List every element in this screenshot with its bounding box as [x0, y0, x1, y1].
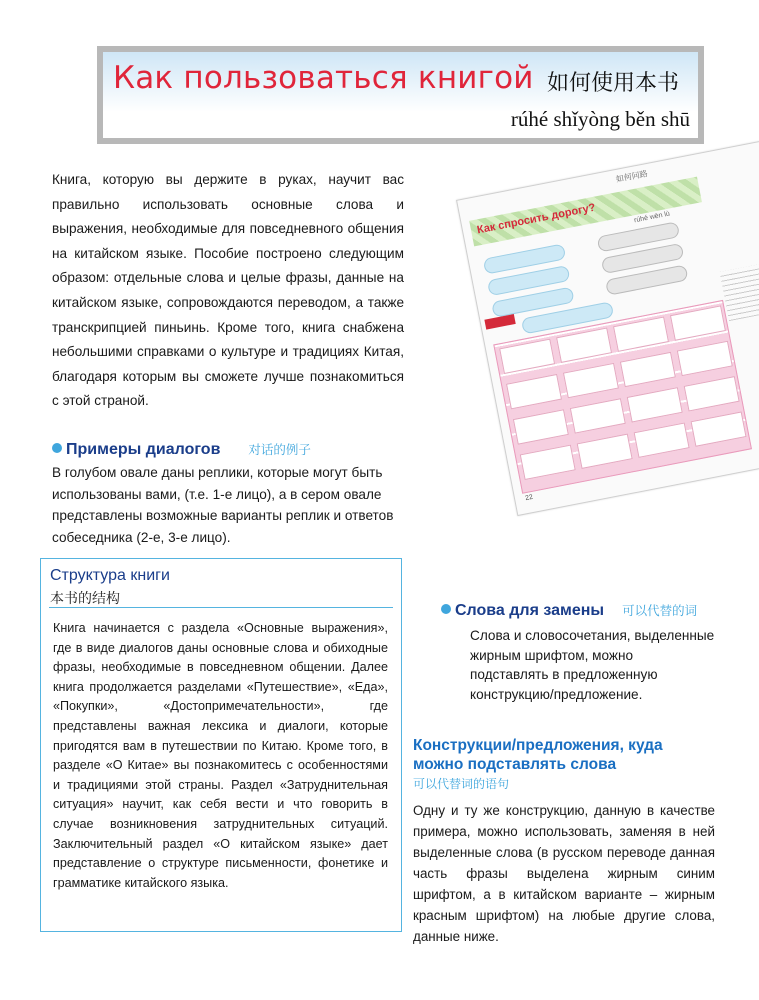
- replacement-heading: [441, 601, 697, 620]
- vocab-cell: [556, 328, 612, 363]
- vocab-cell: [499, 339, 555, 374]
- dialogs-heading-label: Примеры диалогов: [66, 441, 221, 458]
- structure-divider: [49, 607, 393, 608]
- vocab-cell: [520, 445, 576, 480]
- constructions-heading-chinese: 可以代替词的语句: [413, 777, 510, 791]
- vocab-cell: [570, 398, 626, 433]
- replacement-heading-label: Слова для замены: [455, 602, 605, 619]
- intro-paragraph: Книга, которую вы держите в руках, научит вас правильно использовать основные слова и выражения, необходимые для повседневного общения на китайском языке. Пособие построено следующим образом: отдельные слова и целые фразы, данные на китайском языке, сопровождаются переводом, а также транскрипцией пиньинь. Кроме того, книга снабжена небольшими справками о культуре и традициях Китая, благодаря которым вы сможете лучше познакомиться с этой страной.: [52, 172, 404, 409]
- bullet-icon: [441, 604, 451, 614]
- page-title: Как пользоваться книгой: [113, 60, 534, 96]
- section-tab: [484, 314, 515, 330]
- dialogs-heading: [52, 440, 311, 459]
- illustration-title-chinese: 如何问路: [615, 169, 649, 185]
- vocab-cell: [677, 341, 733, 376]
- vocab-cell: [620, 352, 676, 387]
- vocab-cell: [634, 422, 690, 457]
- dialogs-text: В голубом овале даны реплики, которые могут быть использованы вами, (т.е. 1-е лицо), а в сером овале представлены возможные варианты реплик и ответов собеседника (2-е, 3-е лицо).: [52, 465, 394, 545]
- book-illustration: [420, 140, 759, 560]
- vocab-cell: [691, 411, 747, 446]
- replacement-text: Слова и словосочетания, выделенные жирным шрифтом, можно подставлять в предложенную конструкцию/предложение.: [470, 628, 715, 702]
- vocab-cell: [563, 363, 619, 398]
- vocab-cell: [577, 434, 633, 469]
- constructions-text: Одну и ту же конструкцию, данную в качестве примера, можно использовать, заменяя в ней выделенные слова (в русском переводе данная часть фразы выделена жирным синим шрифтом, а в китайском варианте – жирным красным шрифтом) на любые другие слова, данные ниже.: [413, 803, 715, 944]
- page-title-chinese: 如何使用本书: [547, 71, 680, 96]
- title-banner-inner: [103, 52, 698, 138]
- bullet-icon: [52, 443, 62, 453]
- vocab-cell: [613, 316, 669, 351]
- dialogs-heading-chinese: 对话的例子: [248, 443, 311, 457]
- structure-title: Структура книги: [50, 567, 170, 584]
- title-banner: [97, 46, 704, 144]
- illustration-title: Как спросить дорогу?: [469, 177, 702, 247]
- vocab-cell: [684, 376, 740, 411]
- vocab-cell: [513, 409, 569, 444]
- illustration-page-number: 22: [524, 493, 534, 503]
- illustration-pinyin: rúhé wèn lù: [633, 210, 671, 225]
- structure-box: [40, 558, 402, 932]
- page-title-pinyin: rúhé shǐyòng běn shū: [510, 107, 690, 131]
- structure-text: Книга начинается с раздела «Основные выражения», где в виде диалогов даны основные слова и обиходные фразы, необходимые в повседневном общении. Далее книга продолжается разделами «Путешествие», «Еда», «Покупки», «Достопримечательности», где представлены важная лексика и диалоги, которые пригодятся вам в путешествии по Китаю. Кроме того, в разделе «О Китае» вы познакомитесь с особенностями и традициями этой страны. Раздел «Затруднительная ситуация» научит, как себя вести и что говорить в случае возникновения затруднительных ситуаций. Заключительный раздел «О китайском языке» дает представление о структуре письменности, фонетике и грамматике китайского языка.: [53, 621, 388, 890]
- vocab-cell: [670, 305, 726, 340]
- structure-title-chinese: 本书的结构: [50, 591, 120, 607]
- constructions-heading: Конструкции/предложения, куда можно подставлять слова: [413, 737, 663, 773]
- replacement-heading-chinese: 可以代替的词: [622, 604, 698, 618]
- vocab-cell: [506, 374, 562, 409]
- vocab-cell: [627, 387, 683, 422]
- book-left-page: [456, 140, 759, 516]
